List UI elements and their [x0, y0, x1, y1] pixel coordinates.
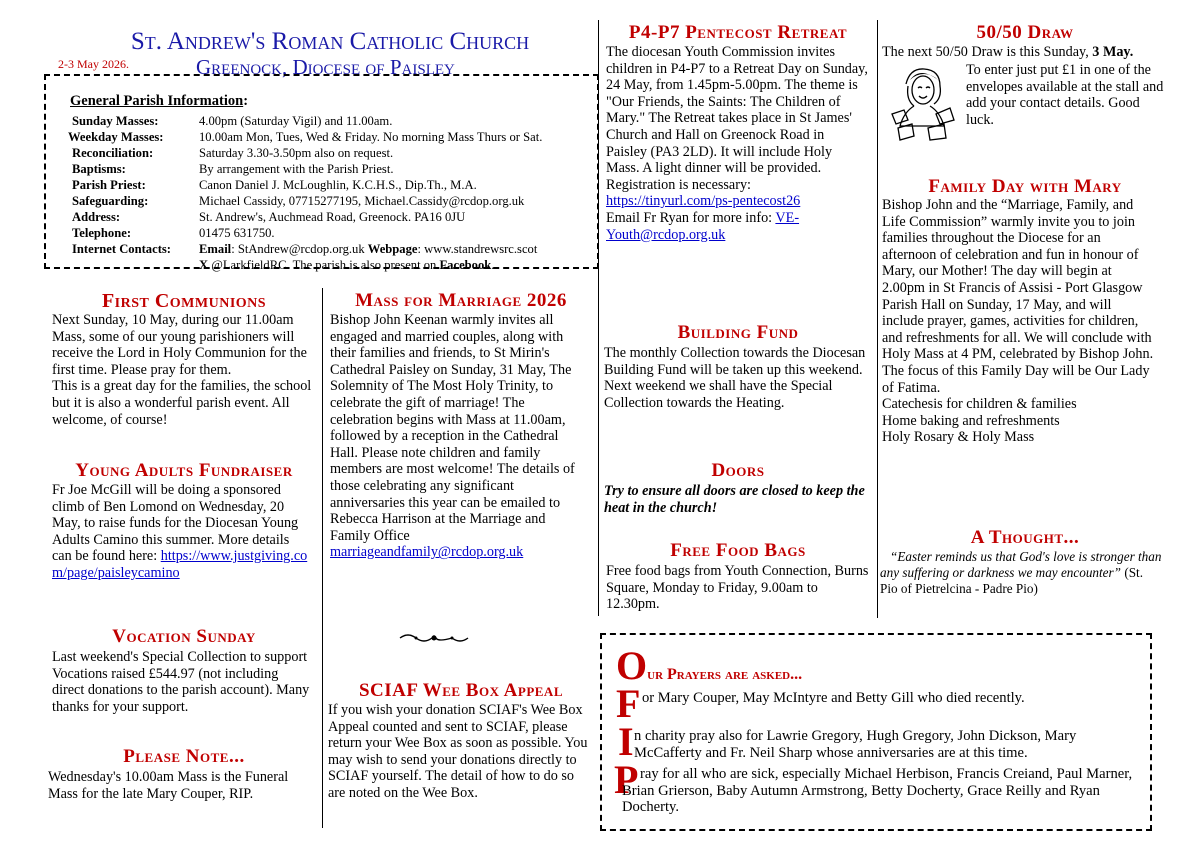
prayer-sick: ray for all who are sick, especially Michael Herbison, Francis Creiand, Paul Marner, Brian Grierson, Baby Autumn Armstrong, Betty Docherty, Grace Reilly and Ryan Docherty.: [622, 766, 1133, 816]
email-label: Email: [199, 242, 232, 256]
thought-text: [880, 549, 1162, 597]
prayers-dropcap-p: P: [614, 757, 639, 802]
prayers-heading-text: ur Prayers are asked...: [647, 666, 803, 683]
doors-text: Try to ensure all doors are closed to keep the heat in the church!: [604, 483, 865, 516]
young-adults-heading: Young Adults Fundraiser: [75, 460, 293, 481]
thought-quote: “Easter reminds us that God's love is stronger than any suffering or darkness we may encounter”: [880, 549, 1162, 580]
ornament-divider-icon: [398, 630, 470, 646]
info-value: Saturday 3.30-3.50pm also on request.: [199, 146, 394, 160]
retreat-heading: P4-P7 Pentecost Retreat: [628, 22, 848, 43]
draw-date: 3 May.: [1092, 44, 1134, 60]
thought-attribution: (St. Pio of Pietrelcina - Padre Pio): [880, 565, 1143, 596]
period: .: [491, 258, 495, 272]
draw-text-rest: [966, 62, 1166, 128]
sciaf-heading: SCIAF Wee Box Appeal: [358, 680, 563, 701]
info-value: 10.00am Mon, Tues, Wed & Friday. No morning Mass Thurs or Sat.: [199, 130, 543, 144]
info-label: Reconciliation:: [72, 146, 154, 160]
email-address[interactable]: : StAndrew@rcdop.org.uk: [231, 242, 365, 256]
parish-info-box: [44, 74, 599, 272]
family-day-list-item: Holy Rosary & Holy Mass: [882, 429, 1035, 446]
internet-contacts: [199, 242, 537, 257]
prayers-dropcap-f: F: [616, 681, 641, 726]
retreat-text: [606, 44, 868, 243]
facebook-label: Facebook: [439, 258, 492, 272]
info-title-text: General Parish Information: [70, 93, 244, 109]
building-fund-text: [604, 345, 872, 411]
webpage-address[interactable]: : www.standrewsrc.scot: [417, 242, 538, 256]
info-label: Telephone:: [72, 226, 132, 240]
draw-text-c: To enter just put £1 in one of the envelopes available at the stall and add your contact details. Good luck.: [966, 62, 1164, 128]
social-line: [199, 258, 494, 273]
draw-heading: 50/50 Draw: [976, 22, 1074, 43]
family-day-para2: The focus of this Family Day will be Our Lady of Fatima.: [882, 362, 1150, 396]
prayers-dropcap-o: O: [616, 643, 648, 688]
first-communions-para1: Next Sunday, 10 May, during our 11.00am Mass, some of our young parishioners will receive the Lord in Holy Communion for the first time. Please pray for them.: [52, 312, 307, 378]
info-value: Canon Daniel J. McLoughlin, K.C.H.S., Dip.Th., M.A.: [199, 178, 477, 192]
family-day-list-item: Catechesis for children & families: [882, 396, 1077, 413]
bulletin-date: 2-3 May 2026.: [58, 57, 129, 71]
thought-heading: A Thought...: [970, 527, 1080, 548]
prayers-heading: [616, 643, 803, 688]
info-value: 01475 631750.: [199, 226, 275, 240]
youth-email-link[interactable]: VE-Youth@rcdop.org.uk: [606, 209, 800, 243]
info-title: General Parish Information:: [70, 93, 249, 109]
divider-col3: [877, 20, 878, 618]
mass-marriage-para: Bishop John Keenan warmly invites all engaged and married couples, along with their families and friends, to St Mirin's Cathedral Paisley on Sunday, 31 May, The Solemnity of The Most Holy Trinity, to celebrate the gift of marriage! The celebration begins with Mass at 11.00am, followed by a reception in the Cathedral Hall. Please note children and family members are most welcome! The details of those celebrating any significant anniversaries this year can be emailed to Rebecca Harrison at the Marriage and Family Office: [330, 312, 575, 544]
prayers-dropcap-i: I: [618, 719, 634, 764]
family-day-text: [882, 197, 1154, 446]
prayer-deceased: or Mary Couper, May McIntyre and Betty Gill who died recently.: [642, 690, 1025, 706]
draw-text-a: The next 50/50 Draw is this Sunday,: [882, 44, 1093, 60]
retreat-email-text: Email Fr Ryan for more info:: [606, 209, 773, 226]
vocation-text: Last weekend's Special Collection to support Vocations raised £544.97 (not including direct donations to the parish account). Many thanks for your support.: [52, 649, 310, 715]
mass-marriage-heading: Mass for Marriage 2026: [355, 290, 567, 311]
building-fund-para1: The monthly Collection towards the Diocesan Building Fund will be taken up this weekend.: [604, 345, 866, 378]
retreat-registration-link[interactable]: https://tinyurl.com/ps-pentecost26: [606, 193, 801, 210]
please-note-text: Wednesday's 10.00am Mass is the Funeral Mass for the late Mary Couper, RIP.: [48, 769, 289, 802]
info-value: 4.00pm (Saturday Vigil) and 11.00am.: [199, 114, 393, 128]
food-bags-heading: Free Food Bags: [670, 540, 806, 561]
building-fund-para2: Next weekend we shall have the Special Collection towards the Heating.: [604, 378, 833, 411]
first-communions-para2: This is a great day for the families, the school but it is also a wonderful parish event. All welcome, of course!: [52, 378, 312, 428]
info-label: Baptisms:: [72, 162, 126, 176]
food-bags-text: Free food bags from Youth Connection, Burns Square, Monday to Friday, 9.00am to 12.30pm.: [606, 563, 869, 613]
divider-col1: [322, 288, 323, 828]
justgiving-link[interactable]: https://www.justgiving.com/page/paisleycamino: [52, 548, 308, 581]
young-adults-text: [52, 482, 308, 582]
info-value: Michael Cassidy, 07715277195, Michael.Cassidy@rcdop.org.uk: [199, 194, 525, 208]
first-communions-text: [52, 312, 320, 428]
sciaf-text: If you wish your donation SCIAF's Wee Box Appeal counted and sent to SCIAF, please return your Wee Box as soon as possible. You may wish to send your donations directly to SCIAF yourself. The detail of how to do so are noted on the Wee Box.: [328, 702, 588, 801]
retreat-para: The diocesan Youth Commission invites children in P4-P7 to a Retreat Day on Sunday, 24 May, from 1.45pm-5.00pm. The theme is "Our Friends, the Saints: The Children of Mary." The Retreat takes place in St James' Church and Hall on Greenock Road in Paisley (PA3 2LD). It will include Holy Mass. A light dinner will be provided. Registration is necessary:: [606, 44, 868, 193]
info-label: Address:: [72, 210, 121, 224]
family-day-para1: Bishop John and the “Marriage, Family, and Life Commission” warmly invite you to join families throughout the Diocese for an afternoon of celebration and fun in honour of Mary, our Mother! The day will begin at 2.00pm in St Francis of Assisi - Port Glasgow Parish Hall on Sunday, 17 May, and will include prayer, games, activities for children, and refreshments for all. We will conclude with Holy Mass at 4 PM, celebrated by Bishop John.: [882, 197, 1154, 363]
info-label: Internet Contacts:: [72, 242, 171, 256]
marriage-email-link[interactable]: marriageandfamily@rcdop.org.uk: [330, 544, 524, 561]
info-value: By arrangement with the Parish Priest.: [199, 162, 394, 176]
info-label: Parish Priest:: [72, 178, 146, 192]
doors-heading: Doors: [711, 460, 765, 481]
prayer-anniversaries: n charity pray also for Lawrie Gregory, Hugh Gregory, John Dickson, Mary McCafferty and Fr. Neil Sharp whose anniversaries are at this time.: [634, 728, 1077, 761]
building-fund-heading: Building Fund: [677, 322, 799, 343]
vocation-heading: Vocation Sunday: [112, 626, 256, 647]
info-value: St. Andrew's, Auchmead Road, Greenock. PA16 0JU: [199, 210, 466, 224]
info-label: Weekday Masses:: [68, 130, 164, 144]
x-label: X: [199, 258, 209, 272]
family-day-list-item: Home baking and refreshments: [882, 412, 1060, 429]
x-text: @LarkfieldRC. The parish is also present on: [208, 258, 440, 272]
family-day-heading: Family Day with Mary: [928, 176, 1122, 197]
draw-line1: [882, 44, 1172, 61]
webpage-label: Webpage: [367, 242, 418, 256]
info-label: Safeguarding:: [72, 194, 149, 208]
first-communions-heading: First Communions: [101, 290, 267, 312]
info-label: Sunday Masses:: [72, 114, 159, 128]
church-title: St. Andrew's Roman Catholic Church: [130, 28, 530, 55]
diocese-subtitle: Greenock, Diocese of Paisley: [196, 55, 455, 79]
divider-col2: [598, 20, 599, 616]
mass-marriage-text: [330, 312, 586, 561]
young-adults-para: Fr Joe McGill will be doing a sponsored climb of Ben Lomond on Wednesday, 20 May, to raise funds for the Diocesan Young Adults Camino this summer. More details can be found here:: [52, 482, 299, 565]
please-note-heading: Please Note...: [123, 746, 245, 767]
